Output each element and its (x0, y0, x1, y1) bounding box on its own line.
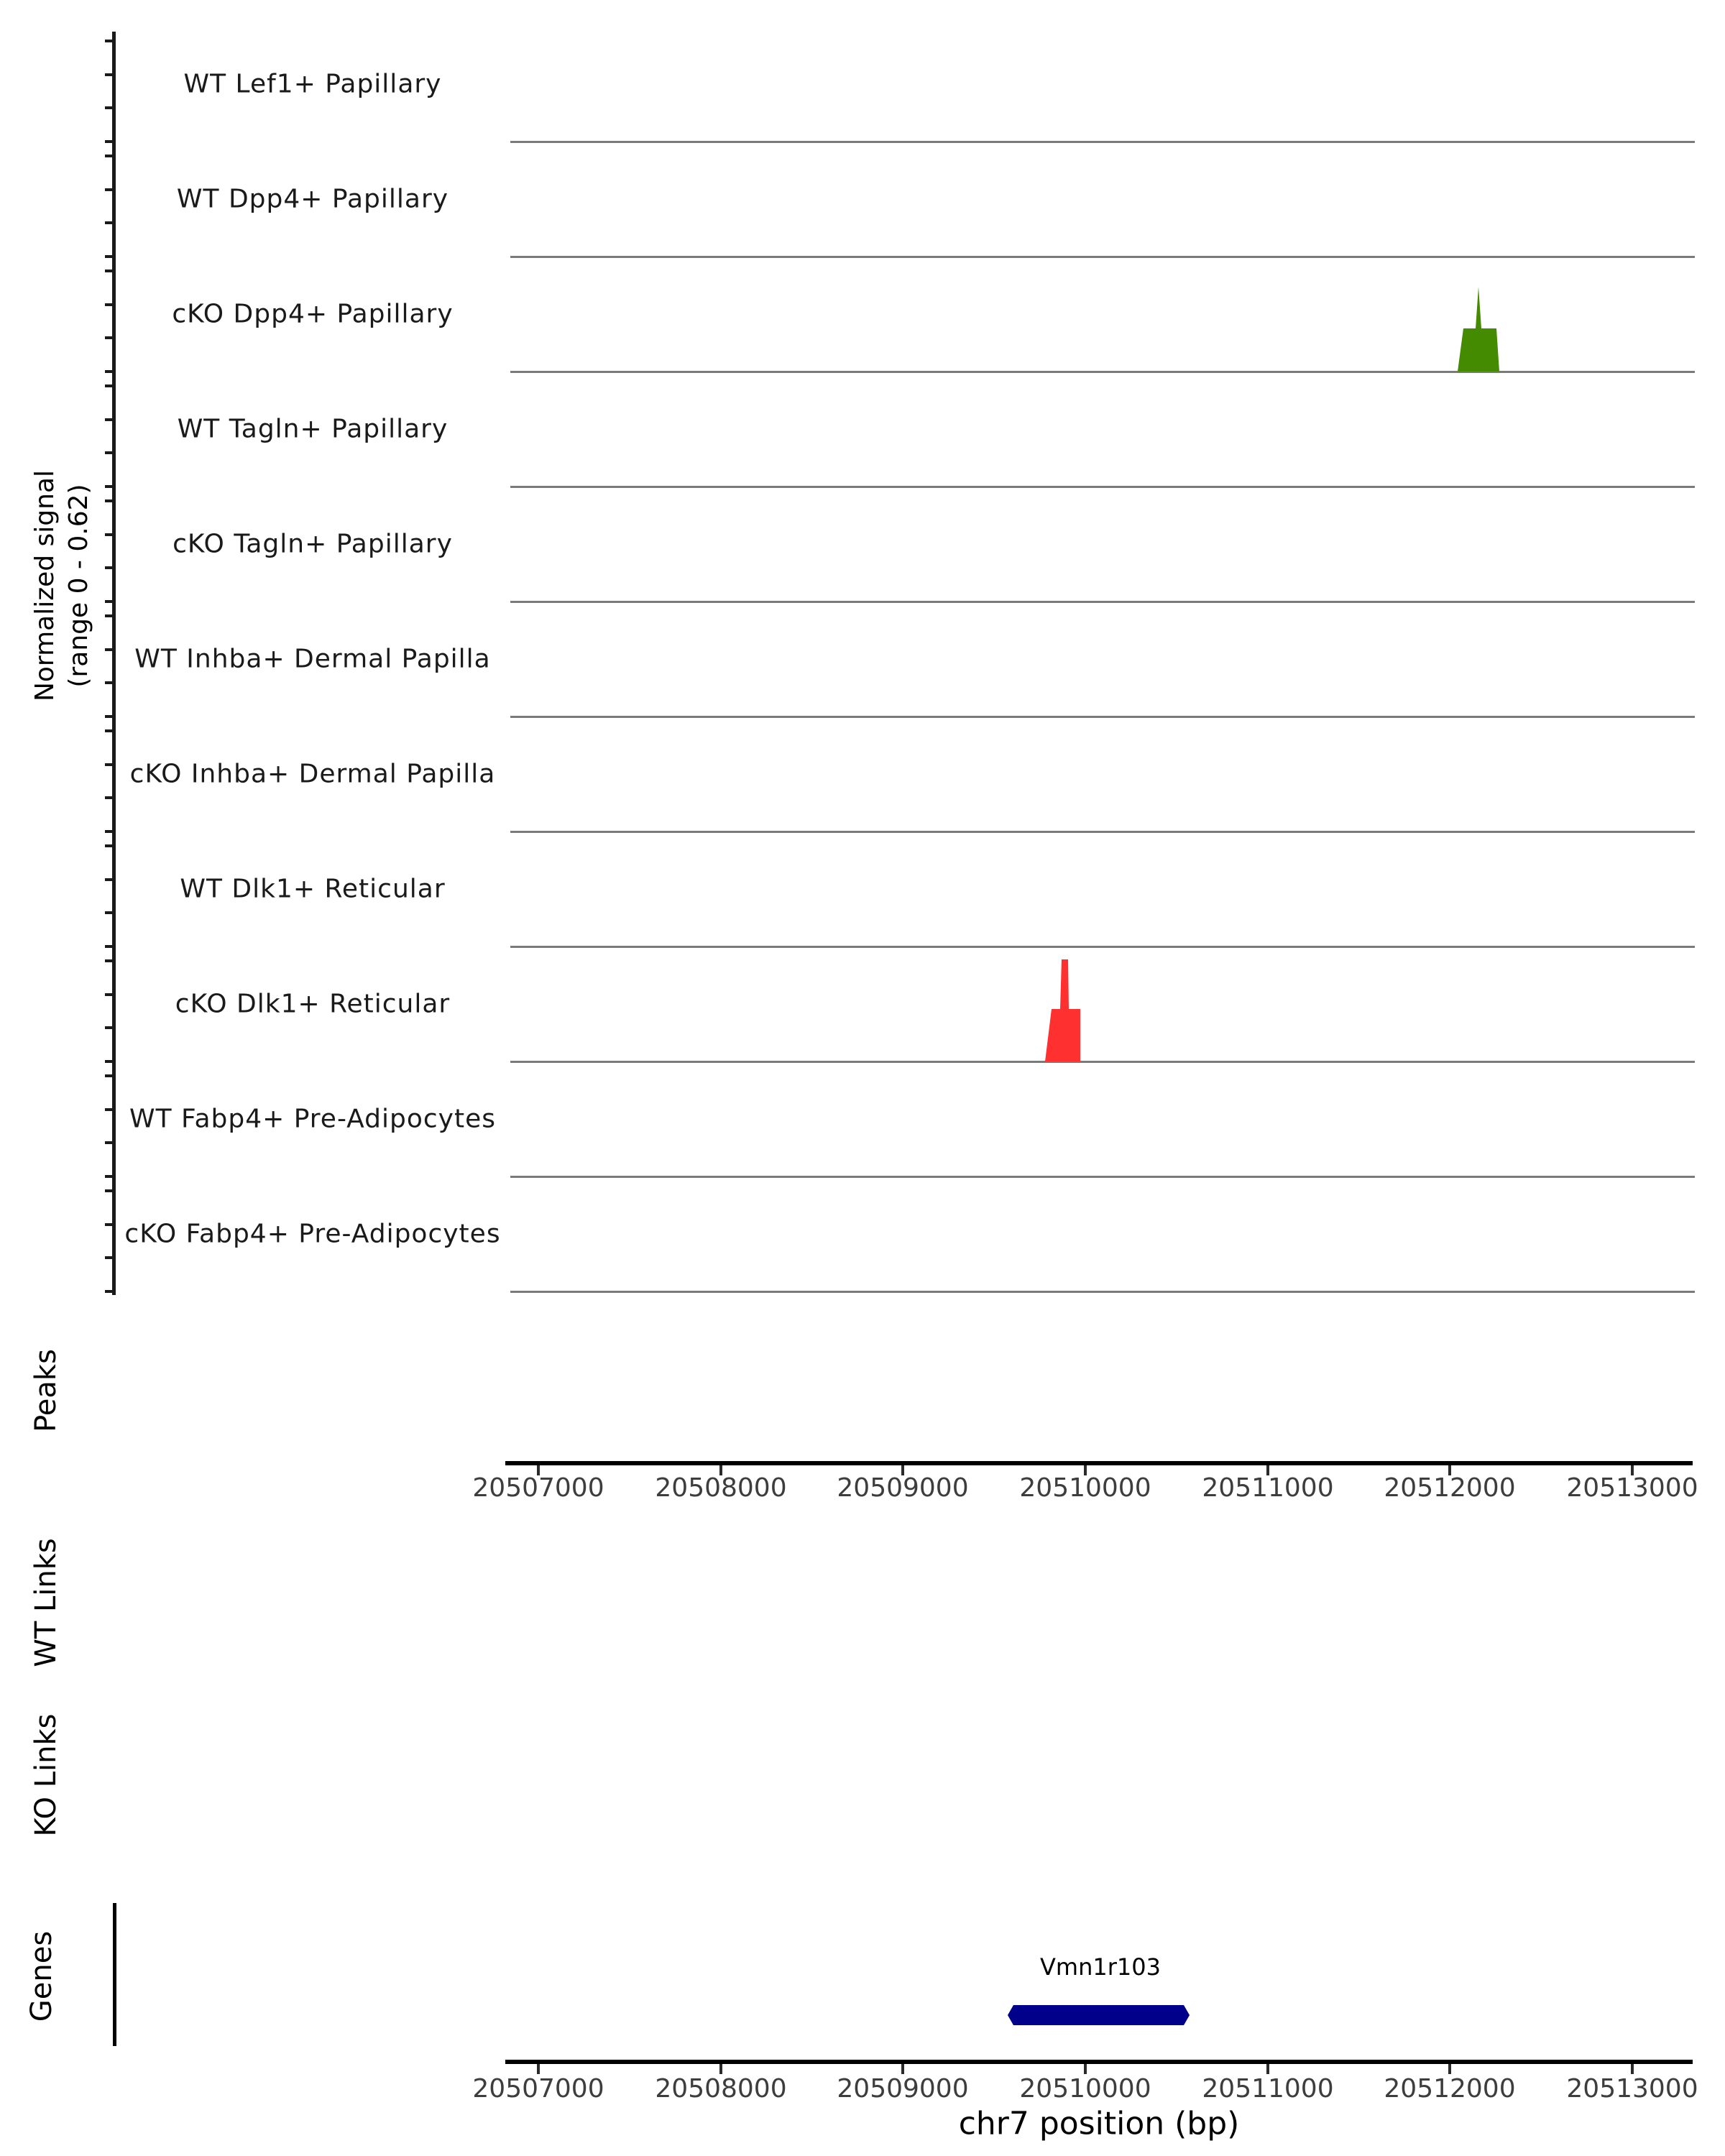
track-label: WT Tagln+ Papillary (177, 414, 448, 444)
track-label: cKO Tagln+ Papillary (172, 529, 453, 559)
x-axis-tick-label: 20510000 (1019, 1473, 1151, 1503)
track-label: WT Dpp4+ Papillary (176, 184, 449, 214)
section-label-ko-links: KO Links (29, 1713, 63, 1837)
x-axis-tick (1631, 2064, 1634, 2074)
x-axis-tick (537, 2064, 540, 2074)
x-axis-tick-label: 20512000 (1384, 2074, 1516, 2104)
x-axis-tick-label: 20512000 (1384, 1473, 1516, 1503)
gene-body (1008, 2005, 1190, 2025)
x-axis-tick-label: 20513000 (1566, 1473, 1698, 1503)
x-axis-tick-label: 20507000 (472, 1473, 604, 1503)
section-label-wt-links: WT Links (29, 1538, 63, 1667)
x-axis-tick-label: 20509000 (837, 1473, 969, 1503)
track-label: WT Inhba+ Dermal Papilla (134, 644, 491, 674)
x-axis-tick-label: 20508000 (655, 1473, 787, 1503)
section-label-genes: Genes (25, 1930, 58, 2022)
y-axis-label-line1: Normalized signal (30, 469, 60, 702)
x-axis-line (505, 2060, 1693, 2064)
x-axis-tick-label: 20513000 (1566, 2074, 1698, 2104)
x-axis-title: chr7 position (bp) (958, 2105, 1240, 2142)
track-label: cKO Inhba+ Dermal Papilla (129, 759, 496, 789)
track-label: WT Fabp4+ Pre-Adipocytes (129, 1104, 496, 1134)
track-label: WT Lef1+ Papillary (183, 69, 442, 99)
y-axis-label-line2: (range 0 - 0.62) (64, 484, 93, 688)
x-axis-tick-label: 20509000 (837, 2074, 969, 2104)
gene-name-label: Vmn1r103 (1040, 1953, 1161, 1981)
x-axis-tick (1448, 2064, 1451, 2074)
x-axis-tick-label: 20511000 (1202, 2074, 1334, 2104)
x-axis-tick (719, 2064, 722, 2074)
x-axis-tick-label: 20508000 (655, 2074, 787, 2104)
signal-peak-red (1045, 959, 1080, 1061)
x-axis-tick (901, 2064, 904, 2074)
x-axis-tick-label: 20510000 (1019, 2074, 1151, 2104)
x-axis-tick-label: 20507000 (472, 2074, 604, 2104)
track-label: cKO Dlk1+ Reticular (175, 989, 451, 1019)
x-axis-line (505, 1461, 1693, 1465)
signal-peak-green (1458, 287, 1499, 372)
track-label: WT Dlk1+ Reticular (180, 874, 446, 904)
section-label-peaks: Peaks (29, 1349, 63, 1432)
genes-axis-line (113, 1903, 116, 2046)
track-label: cKO Dpp4+ Papillary (172, 299, 454, 329)
x-axis-tick (1266, 2064, 1269, 2074)
x-axis-tick (1084, 2064, 1087, 2074)
x-axis-tick-label: 20511000 (1202, 1473, 1334, 1503)
track-label: cKO Fabp4+ Pre-Adipocytes (124, 1219, 501, 1249)
